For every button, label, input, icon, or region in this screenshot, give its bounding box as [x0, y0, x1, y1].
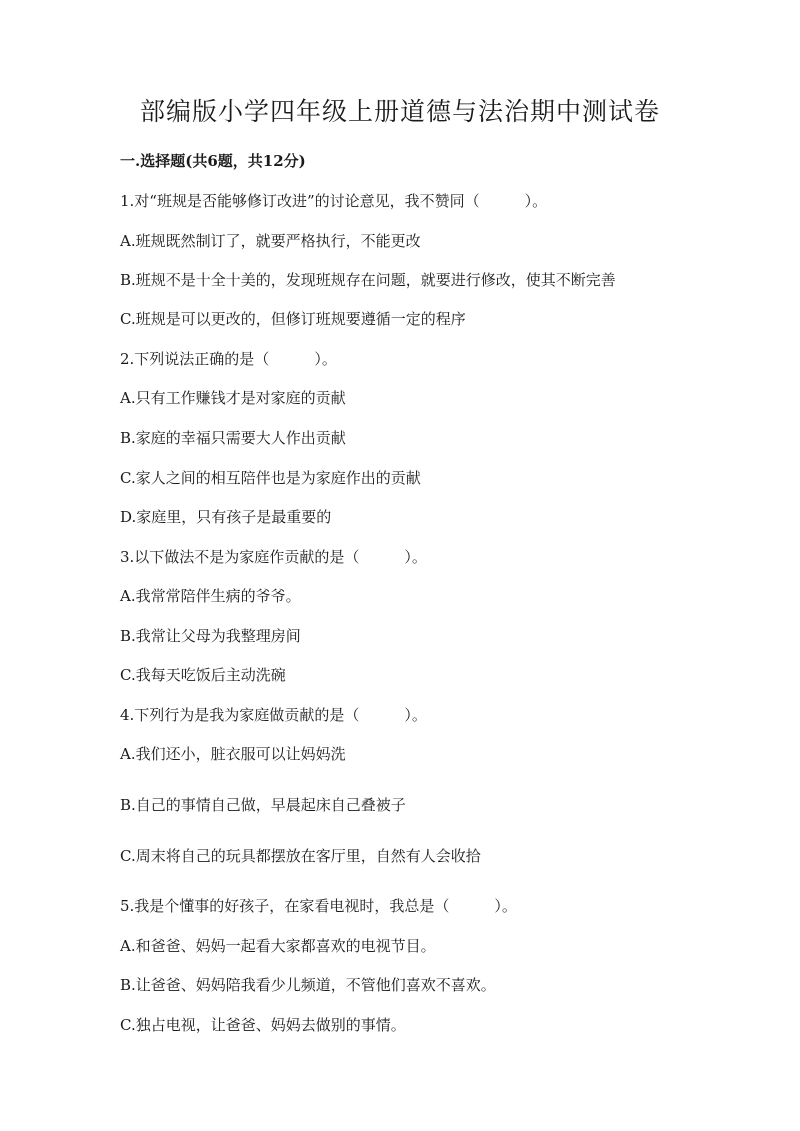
question-3-stem: 3.以下做法不是为家庭作贡献的是（ ）。	[120, 548, 427, 566]
question-5-option-b: B.让爸爸、妈妈陪我看少儿频道，不管他们喜欢不喜欢。	[120, 976, 496, 994]
question-5-option-c: C.独占电视，让爸爸、妈妈去做别的事情。	[120, 1016, 406, 1034]
question-5-stem: 5.我是个懂事的好孩子，在家看电视时，我总是（ ）。	[120, 897, 517, 915]
question-4-option-c: C.周末将自己的玩具都摆放在客厅里，自然有人会收拾	[120, 847, 481, 865]
question-1-option-a: A.班规既然制订了，就要严格执行，不能更改	[120, 232, 421, 250]
question-3-option-b: B.我常让父母为我整理房间	[120, 627, 301, 645]
question-1-stem: 1.对“班规是否能够修订改进”的讨论意见，我不赞同（ ）。	[120, 192, 548, 210]
question-2-stem: 2.下列说法正确的是（ ）。	[120, 350, 337, 368]
question-4-stem: 4.下列行为是我为家庭做贡献的是（ ）。	[120, 706, 427, 724]
question-4-option-a: A.我们还小，脏衣服可以让妈妈洗	[120, 745, 346, 763]
document-title: 部编版小学四年级上册道德与法治期中测试卷	[139, 97, 660, 126]
question-5-option-a: A.和爸爸、妈妈一起看大家都喜欢的电视节目。	[120, 937, 436, 955]
question-2-option-c: C.家人之间的相互陪伴也是为家庭作出的贡献	[120, 469, 421, 487]
question-4-option-b: B.自己的事情自己做，早晨起床自己叠被子	[120, 796, 406, 814]
question-2-option-d: D.家庭里，只有孩子是最重要的	[120, 508, 332, 526]
section-heading: 一.选择题(共6题，共12分)	[120, 152, 306, 170]
question-3-option-c: C.我每天吃饭后主动洗碗	[120, 666, 286, 684]
question-1-option-b: B.班规不是十全十美的，发现班规存在问题，就要进行修改，使其不断完善	[120, 271, 616, 289]
question-2-option-a: A.只有工作赚钱才是对家庭的贡献	[120, 389, 346, 407]
question-2-option-b: B.家庭的幸福只需要大人作出贡献	[120, 429, 346, 447]
question-1-option-c: C.班规是可以更改的，但修订班规要遵循一定的程序	[120, 310, 466, 328]
question-3-option-a: A.我常常陪伴生病的爷爷。	[120, 587, 301, 605]
